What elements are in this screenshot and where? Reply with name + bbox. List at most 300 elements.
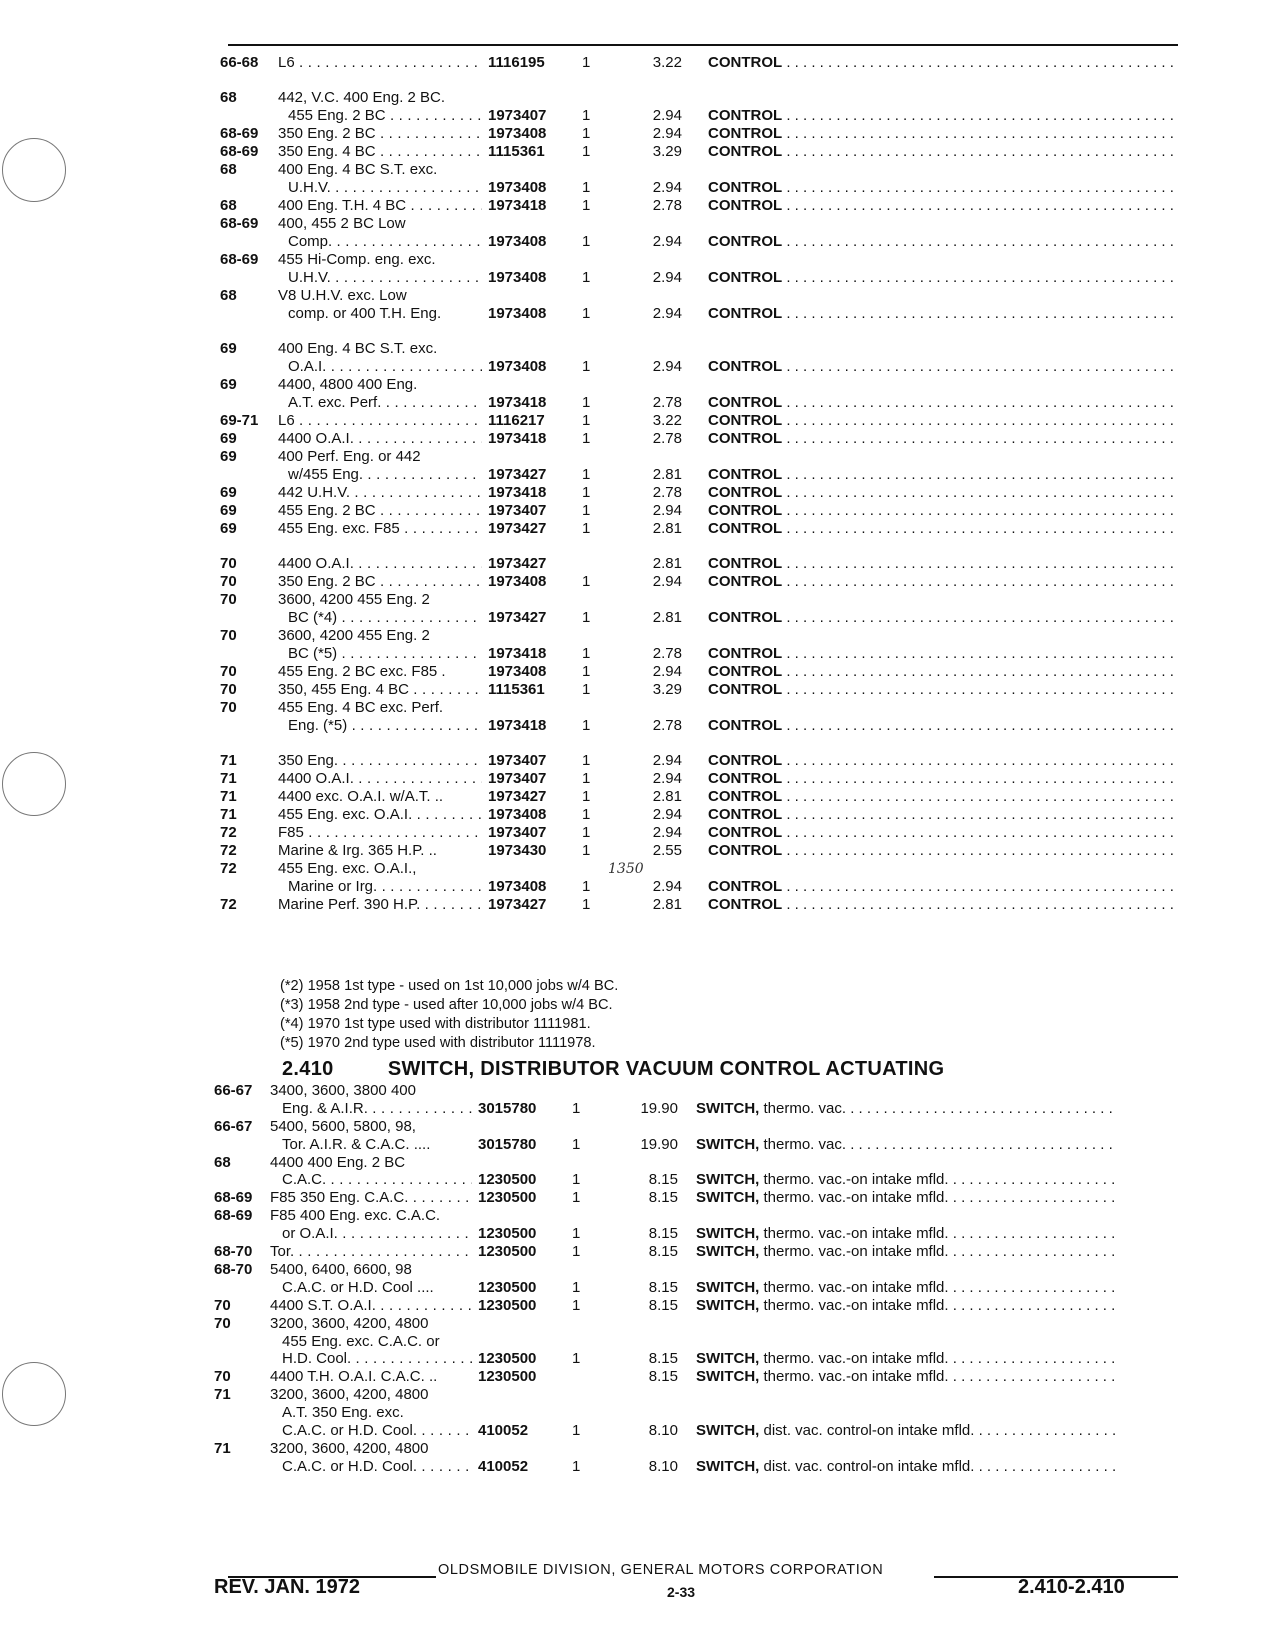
footnotes [280,977,618,1053]
table-row [220,896,1180,914]
table-row [220,788,1180,806]
quantity: 1 [572,1171,581,1189]
page-number: 2-33 [667,1584,696,1600]
quantity: 1 [572,1225,581,1243]
part-name-keyword: SWITCH, [696,1225,760,1243]
leader-dots [782,681,1178,698]
list-price: 8.15 [648,1296,678,1314]
quantity: 1 [582,877,591,895]
table-row [220,591,1180,627]
list-price: 2.94 [652,125,682,143]
part-number: 3015780 [478,1099,537,1117]
application-description: 5400, 5600, 5800, 98, [270,1117,416,1135]
leader-dots [782,663,1178,680]
list-price: 2.81 [652,609,682,627]
table-row [220,125,1180,143]
application-description: 442, V.C. 400 Eng. 2 BC. [278,89,446,107]
part-name-detail: thermo. vac.-on intake mfld. . . . [759,1297,1116,1314]
part-name [708,54,1178,73]
quantity: 1 [582,430,591,448]
model-year: 68-69 [220,215,259,233]
application-description: 4400 O.A.I. . . . [278,555,482,574]
leader-dots [782,645,1178,662]
application-description: 4400 O.A.I. . . . [278,770,482,789]
quantity: 1 [582,662,591,680]
part-name-keyword: CONTROL [708,644,783,662]
part-name [708,358,1178,377]
application-description: 350, 455 Eng. 4 BC . . . [278,681,482,700]
list-price: 2.94 [652,824,682,842]
quantity: 1 [572,1135,581,1153]
part-number: 1230500 [478,1278,537,1296]
leader-dots [782,842,1178,859]
part-name-keyword: CONTROL [708,842,783,859]
table-row [220,143,1180,161]
model-year: 68-70 [214,1261,253,1278]
part-name-keyword: CONTROL [708,788,783,806]
quantity: 1 [582,680,591,698]
model-year: 71 [220,752,237,770]
table-row [214,1297,1174,1315]
table-row [220,376,1180,412]
part-name-keyword: CONTROL [708,465,783,483]
quantity: 1 [582,644,591,662]
part-name-keyword: CONTROL [708,501,783,519]
leader-dots [782,770,1178,787]
application-description: Marine Perf. 390 H.P. . . . [278,896,482,915]
quantity: 1 [582,519,591,537]
application-description: 455 Eng. 2 BC . . . [278,502,482,521]
part-number: 1115361 [488,680,545,698]
application-description: 400 Eng. 4 BC S.T. exc. [278,161,438,179]
table-row [220,412,1180,430]
part-number: 1230500 [478,1225,537,1243]
model-year: 71 [220,806,237,824]
part-number: 1973427 [488,609,547,627]
part-name-keyword: CONTROL [708,573,783,591]
table-row [220,573,1180,591]
list-price: 8.15 [648,1225,678,1243]
model-year: 70 [220,555,237,573]
model-year: 72 [220,895,237,913]
leader-dots [782,717,1178,734]
table-row [214,1189,1174,1207]
quantity: 1 [582,233,591,251]
model-year: 72 [220,824,237,842]
part-number: 1973408 [488,268,547,286]
table-row [220,699,1180,735]
quantity: 1 [582,501,591,519]
leader-dots [782,609,1178,626]
part-name-keyword: CONTROL [708,519,783,537]
part-name [696,1279,1116,1298]
part-name-detail: thermo. vac.-on intake mfld. . . . [759,1243,1116,1260]
model-year: 70 [220,591,237,609]
part-name [708,842,1178,861]
part-name [696,1368,1116,1387]
application-description: O.A.I. . . . [288,358,482,377]
part-name-keyword: SWITCH, [696,1189,760,1207]
list-price: 3.29 [652,143,682,161]
model-year: 72 [220,842,237,859]
part-number: 1973418 [488,197,547,215]
table-row [214,1368,1174,1386]
application-description: 455 Eng. exc. C.A.C. or [282,1332,440,1350]
part-name-detail: dist. vac. control-on intake mfld. . . . [759,1458,1116,1475]
list-price: 2.94 [652,358,682,376]
part-number: 1973407 [488,770,547,788]
part-name [708,107,1178,126]
footnote: (*3) 1958 2nd type - used after 10,000 jobs w/4 BC. [280,997,613,1013]
part-name-keyword: CONTROL [708,304,783,322]
part-name-keyword: SWITCH, [696,1457,760,1475]
leader-dots [782,555,1178,572]
application-description: 3200, 3600, 4200, 4800 [270,1440,429,1457]
model-year: 71 [220,770,237,788]
model-year: 70 [220,627,237,645]
table-row [220,806,1180,824]
table-row [220,824,1180,842]
leader-dots [782,788,1178,805]
part-name-keyword: CONTROL [708,752,783,770]
model-year: 69 [220,340,237,358]
part-name [708,788,1178,807]
application-description: Eng. (*5) . . . [288,717,482,736]
model-year: 66-67 [214,1082,253,1099]
application-description: w/455 Eng. . . . [288,466,482,485]
part-number: 1973408 [488,877,547,895]
list-price: 2.78 [652,394,682,412]
model-year: 68-69 [220,125,259,143]
part-name-keyword: CONTROL [708,430,783,448]
part-name-detail: thermo. vac. . . . [759,1100,1116,1117]
part-name [708,269,1178,288]
quantity: 1 [582,842,591,859]
part-name [708,143,1178,162]
part-name [708,412,1178,431]
part-name [708,197,1178,216]
application-description: C.A.C. or H.D. Cool .... [282,1278,434,1296]
model-year: 68-69 [214,1189,253,1207]
model-year: 70 [220,680,237,698]
model-year: 66-68 [220,54,259,71]
model-year: 70 [220,573,237,591]
quantity: 1 [572,1099,581,1117]
quantity: 1 [582,197,591,215]
list-price: 2.94 [652,501,682,519]
quantity: 1 [582,609,591,627]
list-price: 8.10 [648,1457,678,1475]
table-row [214,1243,1174,1261]
table-row [220,89,1180,125]
list-price: 2.78 [652,430,682,448]
list-price: 19.90 [640,1099,678,1117]
table-row [220,448,1180,484]
table-row [220,54,1180,72]
part-name-keyword: CONTROL [708,197,783,215]
quantity: 1 [582,716,591,734]
list-price: 3.22 [652,412,682,430]
application-description: or O.A.I. . . . [282,1225,472,1244]
model-year: 68 [220,89,237,107]
part-name [708,645,1178,664]
quantity: 1 [582,304,591,322]
part-number: 1230500 [478,1189,537,1207]
list-price: 2.94 [652,877,682,895]
model-year: 69 [220,376,237,394]
application-description: C.A.C. or H.D. Cool. . . . [282,1422,472,1441]
part-name-keyword: CONTROL [708,394,783,412]
application-description: 4400 T.H. O.A.I. C.A.C. .. [270,1368,438,1386]
list-price: 8.15 [648,1243,678,1261]
part-name [696,1297,1116,1316]
table-row [220,681,1180,699]
application-description: 350 Eng. 4 BC . . . [278,143,482,162]
part-name [696,1225,1116,1244]
quantity: 1 [582,358,591,376]
application-description: C.A.C. . . . [282,1171,472,1190]
model-year: 70 [220,662,237,680]
application-description: 4400 O.A.I. . . . [278,430,482,449]
part-name [708,179,1178,198]
part-number: 1973408 [488,179,547,197]
part-name [696,1422,1116,1441]
section-title: SWITCH, DISTRIBUTOR VACUUM CONTROL ACTUATING [387,1058,945,1080]
application-description: 455 Eng. exc. O.A.I., [278,859,417,877]
application-description: V8 U.H.V. exc. Low [278,286,407,304]
quantity: 1 [582,770,591,788]
section-number: 2.410 [282,1058,334,1080]
list-price: 3.29 [652,680,682,698]
model-year: 68 [220,286,237,304]
table-row [220,161,1180,197]
application-description: 455 Eng. exc. O.A.I. . . . [278,806,482,825]
model-year: 71 [214,1440,231,1457]
table-row [220,340,1180,376]
leader-dots [782,412,1178,429]
part-name-detail: thermo. vac. . . . [759,1136,1116,1153]
part-number: 410052 [478,1422,529,1440]
leader-dots [782,806,1178,823]
part-name-keyword: CONTROL [708,770,783,788]
list-price: 8.15 [648,1278,678,1296]
quantity: 1 [572,1278,581,1296]
application-description: 4400 400 Eng. 2 BC [270,1153,406,1171]
part-name [708,573,1178,592]
quantity: 1 [582,143,591,161]
part-name-keyword: CONTROL [708,125,783,143]
list-price: 2.94 [652,770,682,788]
application-description: 4400, 4800 400 Eng. [278,376,418,394]
application-description: F85 400 Eng. exc. C.A.C. [270,1207,441,1225]
table-row [220,770,1180,788]
list-price: 2.78 [652,644,682,662]
part-name-keyword: CONTROL [708,107,783,125]
punch-hole [2,1362,66,1426]
part-number: 1230500 [478,1296,537,1314]
part-name-keyword: SWITCH, [696,1296,760,1314]
top-rule [228,44,1178,46]
application-description: A.T. 350 Eng. exc. [282,1404,404,1422]
table-row [220,287,1180,323]
list-price: 2.94 [652,573,682,591]
leader-dots [782,197,1178,214]
application-description: BC (*4) . . . [288,609,482,628]
leader-dots [782,233,1178,250]
leader-dots [782,752,1178,769]
part-name [696,1458,1116,1477]
part-name [708,681,1178,700]
part-name-detail: thermo. vac.-on intake mfld. . . . [759,1350,1116,1367]
leader-dots [782,125,1178,142]
application-description: Eng. & A.I.R. . . . [282,1100,472,1119]
part-name-keyword: CONTROL [708,806,783,824]
application-description: BC (*5) . . . [288,645,482,664]
table-row [220,555,1180,573]
list-price: 2.94 [652,233,682,251]
part-name [708,609,1178,628]
leader-dots [782,107,1178,124]
part-number: 1973418 [488,644,547,662]
quantity: 1 [582,573,591,591]
application-description: A.T. exc. Perf. . . . [288,394,482,413]
quantity: 1 [582,788,591,806]
table-row [220,502,1180,520]
part-name-keyword: CONTROL [708,54,783,71]
part-number: 1116195 [488,54,545,71]
leader-dots [782,502,1178,519]
part-name [708,896,1178,915]
table-row [220,484,1180,502]
part-number: 1973418 [488,394,547,412]
model-year: 69 [220,483,237,501]
model-year: 69 [220,519,237,537]
model-year: 69 [220,448,237,465]
part-name [708,824,1178,843]
part-number: 1973418 [488,716,547,734]
part-name-keyword: CONTROL [708,895,783,913]
part-number: 1973408 [488,573,547,591]
quantity: 1 [572,1296,581,1314]
application-description: 3400, 3600, 3800 400 [270,1082,416,1099]
quantity: 1 [582,107,591,125]
part-name [708,502,1178,521]
table-row [220,251,1180,287]
application-description: U.H.V. . . . [288,269,482,288]
application-description: Tor. . . . [270,1243,472,1262]
part-name [708,520,1178,539]
part-name-detail: thermo. vac.-on intake mfld. . . . [759,1368,1116,1385]
quantity: 1 [572,1189,581,1207]
leader-dots [782,896,1178,913]
quantity: 1 [572,1350,581,1368]
punch-hole [2,138,66,202]
table-row [214,1082,1174,1118]
table-row [220,752,1180,770]
model-year: 71 [220,788,237,806]
part-name [696,1189,1116,1208]
part-number: 1973407 [488,824,547,842]
leader-dots [782,143,1178,160]
leader-dots [782,484,1178,501]
leader-dots [782,878,1178,895]
quantity: 1 [582,394,591,412]
leader-dots [782,179,1178,196]
section-range: 2.410-2.410 [1018,1576,1125,1598]
part-number: 1973427 [488,465,547,483]
part-number: 1230500 [478,1350,537,1368]
list-price: 8.10 [648,1422,678,1440]
application-description: 455 Hi-Comp. eng. exc. [278,251,436,268]
model-year: 71 [214,1386,231,1404]
list-price: 3.22 [652,54,682,71]
model-year: 68-69 [220,251,259,268]
model-year: 66-67 [214,1117,253,1135]
list-price: 8.15 [648,1171,678,1189]
quantity: 1 [582,465,591,483]
model-year: 68 [214,1153,231,1171]
quantity: 1 [582,412,591,430]
part-name-detail: thermo. vac.-on intake mfld. . . . [759,1279,1116,1296]
application-description: 455 Eng. exc. F85 . . . [278,520,482,539]
part-number: 1973408 [488,233,547,251]
application-description: 455 Eng. 2 BC . . . [288,107,482,126]
part-name [696,1350,1116,1369]
part-name [708,752,1178,771]
application-description: 455 Eng. 4 BC exc. Perf. [278,698,444,716]
list-price: 2.81 [652,465,682,483]
part-name [708,305,1178,324]
table-row [220,627,1180,663]
part-name [708,806,1178,825]
list-price: 2.78 [652,716,682,734]
table-row [220,520,1180,538]
part-name-keyword: SWITCH, [696,1135,760,1153]
part-name [708,125,1178,144]
quantity: 1 [572,1422,581,1440]
part-name-keyword: SWITCH, [696,1171,760,1189]
handwritten-note: 1350 [608,861,644,877]
part-name [696,1100,1116,1119]
leader-dots [782,394,1178,411]
part-number: 1973408 [488,358,547,376]
model-year: 68 [220,197,237,215]
part-name-keyword: CONTROL [708,824,783,842]
table-row [220,842,1180,860]
application-description: L6 . . . [278,412,482,431]
application-description: 350 Eng. . . . [278,752,482,771]
list-price: 2.94 [652,268,682,286]
part-name-keyword: SWITCH, [696,1350,760,1368]
model-year: 68 [220,161,237,179]
application-description: Tor. A.I.R. & C.A.C. .... [282,1135,431,1153]
part-number: 1973427 [488,788,547,806]
quantity: 1 [582,895,591,913]
application-description: 4400 exc. O.A.I. w/A.T. .. [278,788,444,806]
footer-company: OLDSMOBILE DIVISION, GENERAL MOTORS CORPORATION [438,1562,884,1578]
table-row [214,1154,1174,1190]
application-description: 350 Eng. 2 BC . . . [278,125,482,144]
part-name-detail: thermo. vac.-on intake mfld. . . . [759,1225,1116,1242]
application-description: 3200, 3600, 4200, 4800 [270,1386,429,1404]
application-description: F85 350 Eng. C.A.C. . . . [270,1189,472,1208]
table-row [214,1386,1174,1440]
revision-date: REV. JAN. 1972 [214,1576,361,1598]
part-name-keyword: CONTROL [708,680,783,698]
model-year: 68-69 [220,143,259,161]
application-description: C.A.C. or H.D. Cool. . . . [282,1458,472,1477]
part-number: 1973430 [488,842,547,859]
